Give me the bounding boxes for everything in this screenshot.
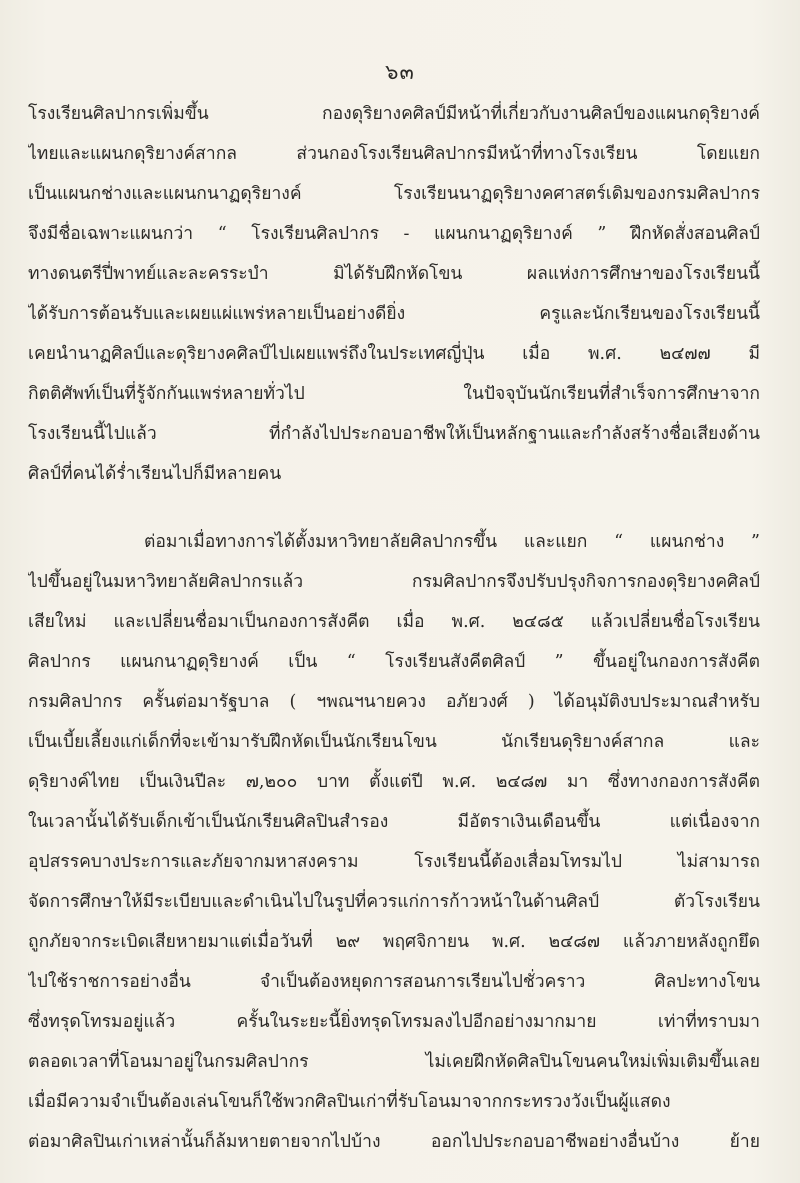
text-line: กิตติศัพท์เป็นที่รู้จักกันแพร่หลายทั่วไป ในปัจจุบันนักเรียนที่สำเร็จการศึกษาจาก (28, 384, 760, 404)
text-line: ไปขึ้นอยู่ในมหาวิทยาลัยศิลปากรแล้ว กรมศิลปากรจึงปรับปรุงกิจการกองดุริยางคศิลป์ (28, 572, 760, 592)
text-line: โรงเรียนศิลปากรเพิ่มขึ้น กองดุริยางคศิลป์มีหน้าที่เกี่ยวกับงานศิลป์ของแผนกดุริยางค์ (28, 104, 760, 124)
page-number: ๖๓ (385, 60, 415, 84)
text-line: ดุริยางค์ไทย เป็นเงินปีละ ๗,๒๐๐ บาท ตั้งแต่ปี พ.ศ. ๒๔๘๗ มา ซึ่งทางกองการสังคีต (28, 772, 760, 792)
text-line: ในเวลานั้นได้รับเด็กเข้าเป็นนักเรียนศิลปินสำรอง มีอัตราเงินเดือนขึ้น แต่เนื่องจาก (28, 812, 760, 832)
text-line: ต่อมาเมื่อทางการได้ตั้งมหาวิทยาลัยศิลปากรขึ้น และแยก “ แผนกช่าง ” (144, 532, 760, 552)
text-line: อุปสรรคบางประการและภัยจากมหาสงคราม โรงเรียนนี้ต้องเสื่อมโทรมไป ไม่สามารถ (28, 852, 760, 872)
text-line: เป็นเบี้ยเลี้ยงแก่เด็กที่จะเข้ามารับฝึกหัดเป็นนักเรียนโขน นักเรียนดุริยางค์สากล และ (28, 732, 760, 752)
paragraph-gap (28, 494, 760, 522)
text-line: ได้รับการต้อนรับและเผยแผ่แพร่หลายเป็นอย่างดียิ่ง ครูและนักเรียนของโรงเรียนนี้ (28, 304, 760, 324)
paragraph-1 (28, 94, 760, 494)
body-text (28, 94, 760, 1162)
text-line: ศิลป์ที่คนได้ร่ำเรียนไปก็มีหลายคน (28, 464, 282, 484)
text-line: จึงมีชื่อเฉพาะแผนกว่า “ โรงเรียนศิลปากร - แผนกนาฏดุริยางค์ ” ฝึกหัดสั่งสอนศิลป์ (28, 224, 760, 244)
paragraph-2 (28, 522, 760, 1162)
text-line: โรงเรียนนี้ไปแล้ว ที่กำลังไปประกอบอาชีพให้เป็นหลักฐานและกำลังสร้างชื่อเสียงด้าน (28, 424, 760, 444)
text-line: ศิลปากร แผนกนาฏดุริยางค์ เป็น “ โรงเรียนสังคีตศิลป์ ” ขึ้นอยู่ในกองการสังคีต (28, 652, 760, 672)
text-line: ไปใช้ราชการอย่างอื่น จำเป็นต้องหยุดการสอนการเรียนไปชั่วคราว ศิลปะทางโขน (28, 972, 760, 992)
text-line: เป็นแผนกช่างและแผนกนาฏดุริยางค์ โรงเรียนนาฏดุริยางคศาสตร์เดิมของกรมศิลปากร (28, 184, 760, 204)
text-line: ตลอดเวลาที่โอนมาอยู่ในกรมศิลปากร ไม่เคยฝึกหัดศิลปินโขนคนใหม่เพิ่มเติมขึ้นเลย (28, 1052, 760, 1072)
text-line: เคยนำนาฏศิลป์และดุริยางคศิลป์ไปเผยแพร่ถึงในประเทศญี่ปุ่น เมื่อ พ.ศ. ๒๔๗๗ มี (28, 344, 760, 364)
text-line: ต่อมาศิลปินเก่าเหล่านั้นก็ล้มหายตายจากไปบ้าง ออกไปประกอบอาชีพอย่างอื่นบ้าง ย้าย (28, 1132, 760, 1152)
text-line: ถูกภัยจากระเบิดเสียหายมาแต่เมื่อวันที่ ๒๙ พฤศจิกายน พ.ศ. ๒๔๘๗ แล้วภายหลังถูกยึด (28, 932, 760, 952)
text-line: ซึ่งทรุดโทรมอยู่แล้ว ครั้นในระยะนี้ยิ่งทรุดโทรมลงไปอีกอย่างมากมาย เท่าที่ทราบมา (28, 1012, 760, 1032)
text-line: เมื่อมีความจำเป็นต้องเล่นโขนก็ใช้พวกศิลปินเก่าที่รับโอนมาจากกระทรวงวังเป็นผู้แสดง (28, 1092, 671, 1112)
text-line: จัดการศึกษาให้มีระเบียบและดำเนินไปในรูปที่ควรแก่การก้าวหน้าในด้านศิลป์ ตัวโรงเรียน (28, 892, 760, 912)
text-line: ทางดนตรีปี่พาทย์และละครระบำ มิได้รับฝึกหัดโขน ผลแห่งการศึกษาของโรงเรียนนี้ (28, 264, 760, 284)
text-line: เสียใหม่ และเปลี่ยนชื่อมาเป็นกองการสังคีต เมื่อ พ.ศ. ๒๔๘๕ แล้วเปลี่ยนชื่อโรงเรียน (28, 612, 760, 632)
text-line: กรมศิลปากร ครั้นต่อมารัฐบาล ( ฯพณฯนายควง อภัยวงศ์ ) ได้อนุมัติงบประมาณสำหรับ (28, 692, 760, 712)
text-line: ไทยและแผนกดุริยางค์สากล ส่วนกองโรงเรียนศิลปากรมีหน้าที่ทางโรงเรียน โดยแยก (28, 144, 760, 164)
